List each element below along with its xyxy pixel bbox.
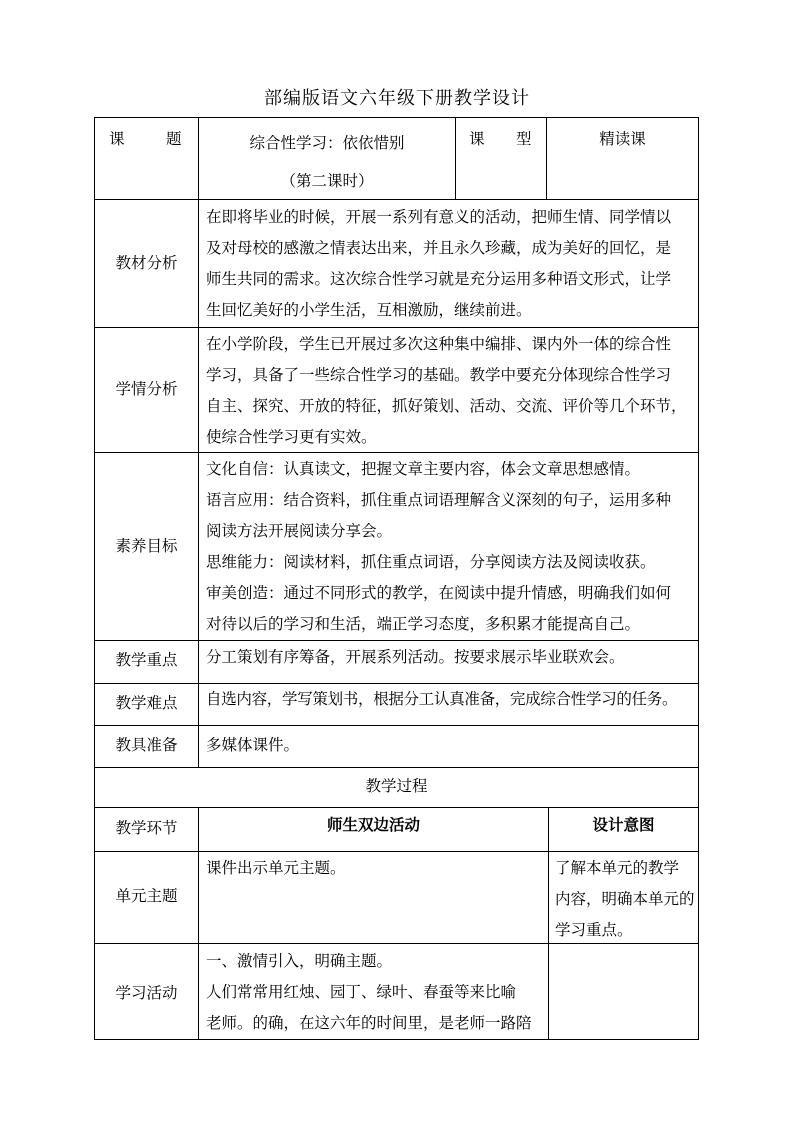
type-value: 精读课	[599, 130, 646, 148]
table-border-bottom	[94, 1039, 699, 1040]
text-line: 在即将毕业的时候，开展一系列有意义的活动，把师生情、同学情以	[206, 208, 672, 226]
topic-label-char-2: 题	[166, 130, 182, 148]
table-border-right	[698, 117, 699, 1040]
material-analysis-text	[206, 202, 694, 326]
topic-title: 综合性学习：依依惜别	[249, 134, 405, 152]
tools-text: 多媒体课件。	[206, 736, 300, 754]
text-line: 学习重点。	[555, 921, 633, 939]
text-line: 审美创造：通过不同形式的教学，在阅读中提升情感，明确我们如何	[206, 584, 672, 602]
text-line: 一、激情引入，明确主题。	[206, 952, 393, 970]
process-heading: 教学过程	[365, 777, 428, 795]
row-divider	[94, 807, 699, 808]
tools-label: 教具准备	[115, 736, 178, 754]
difficulties-label: 教学难点	[115, 694, 178, 712]
row-divider	[94, 851, 699, 852]
unit-theme-activity: 课件出示单元主题。	[206, 859, 346, 877]
topic-value	[199, 124, 455, 200]
row-divider	[94, 640, 699, 641]
key-points-text: 分工策划有序筹备，开展系列活动。按要求展示毕业联欢会。	[206, 648, 625, 666]
table-border-top	[94, 117, 699, 118]
text-line: 语言应用：结合资料，抓住重点词语理解含义深刻的句子，运用多种	[206, 491, 672, 509]
row-divider	[94, 725, 699, 726]
topic-label-char-1: 课	[109, 130, 125, 148]
material-analysis-label: 教材分析	[115, 254, 178, 272]
text-line: 对待以后的学习和生活，端正学习态度，多积累才能提高自己。	[206, 615, 641, 633]
col-stage-header: 教学环节	[115, 819, 178, 837]
text-line: 了解本单元的教学	[555, 859, 680, 877]
unit-theme-intent	[555, 853, 697, 946]
text-line: 生回忆美好的小学生活，互相激励，继续前进。	[206, 301, 532, 319]
text-line: 人们常常用红烛、园丁、绿叶、春蚕等来比喻	[206, 983, 517, 1001]
column-divider	[198, 807, 199, 1040]
learning-activity-text	[206, 946, 546, 1039]
column-divider	[548, 807, 549, 1040]
text-line: 文化自信：认真读文，把握文章主要内容，体会文章思想感情。	[206, 460, 641, 478]
text-line: 师生共同的需求。这次综合性学习就是充分运用多种语文形式，让学	[206, 270, 672, 288]
text-line: 学习，具备了一些综合性学习的基础。教学中要充分体现综合性学习	[206, 366, 672, 384]
text-line: 老师。的确，在这六年的时间里，是老师一路陪	[206, 1014, 532, 1032]
difficulties-text: 自选内容，学写策划书，根据分工认真准备，完成综合性学习的任务。	[206, 690, 678, 708]
topic-subtitle: （第二课时）	[280, 172, 374, 190]
text-line: 使综合性学习更有实效。	[206, 428, 377, 446]
text-line: 在小学阶段，学生已开展过多次这种集中编排、课内外一体的综合性	[206, 335, 672, 353]
text-line: 内容，明确本单元的	[555, 890, 695, 908]
text-line: 思维能力：阅读材料，抓住重点词语，分享阅读方法及阅读收获。	[206, 553, 656, 571]
student-analysis-label: 学情分析	[115, 380, 178, 398]
type-label-char-1: 课	[469, 130, 485, 148]
goals-label: 素养目标	[115, 537, 178, 555]
document-title: 部编版语文六年级下册教学设计	[264, 88, 530, 109]
column-divider	[198, 117, 199, 768]
text-line: 阅读方法开展阅读分享会。	[206, 522, 393, 540]
column-divider	[455, 117, 456, 200]
unit-theme-label: 单元主题	[115, 887, 178, 905]
row-divider	[94, 767, 699, 768]
type-label-char-2: 型	[516, 130, 532, 148]
col-activity-header: 师生双边活动	[326, 816, 420, 834]
goals-text	[206, 454, 694, 640]
key-points-label: 教学重点	[115, 651, 178, 669]
learning-activity-label: 学习活动	[115, 984, 178, 1002]
text-line: 自主、探究、开放的特征，抓好策划、活动、交流、评价等几个环节，	[206, 397, 687, 415]
student-analysis-text	[206, 329, 694, 453]
col-intent-header: 设计意图	[592, 816, 655, 834]
text-line: 及对母校的感激之情表达出来，并且永久珍藏，成为美好的回忆，是	[206, 239, 672, 257]
row-divider	[94, 327, 699, 328]
